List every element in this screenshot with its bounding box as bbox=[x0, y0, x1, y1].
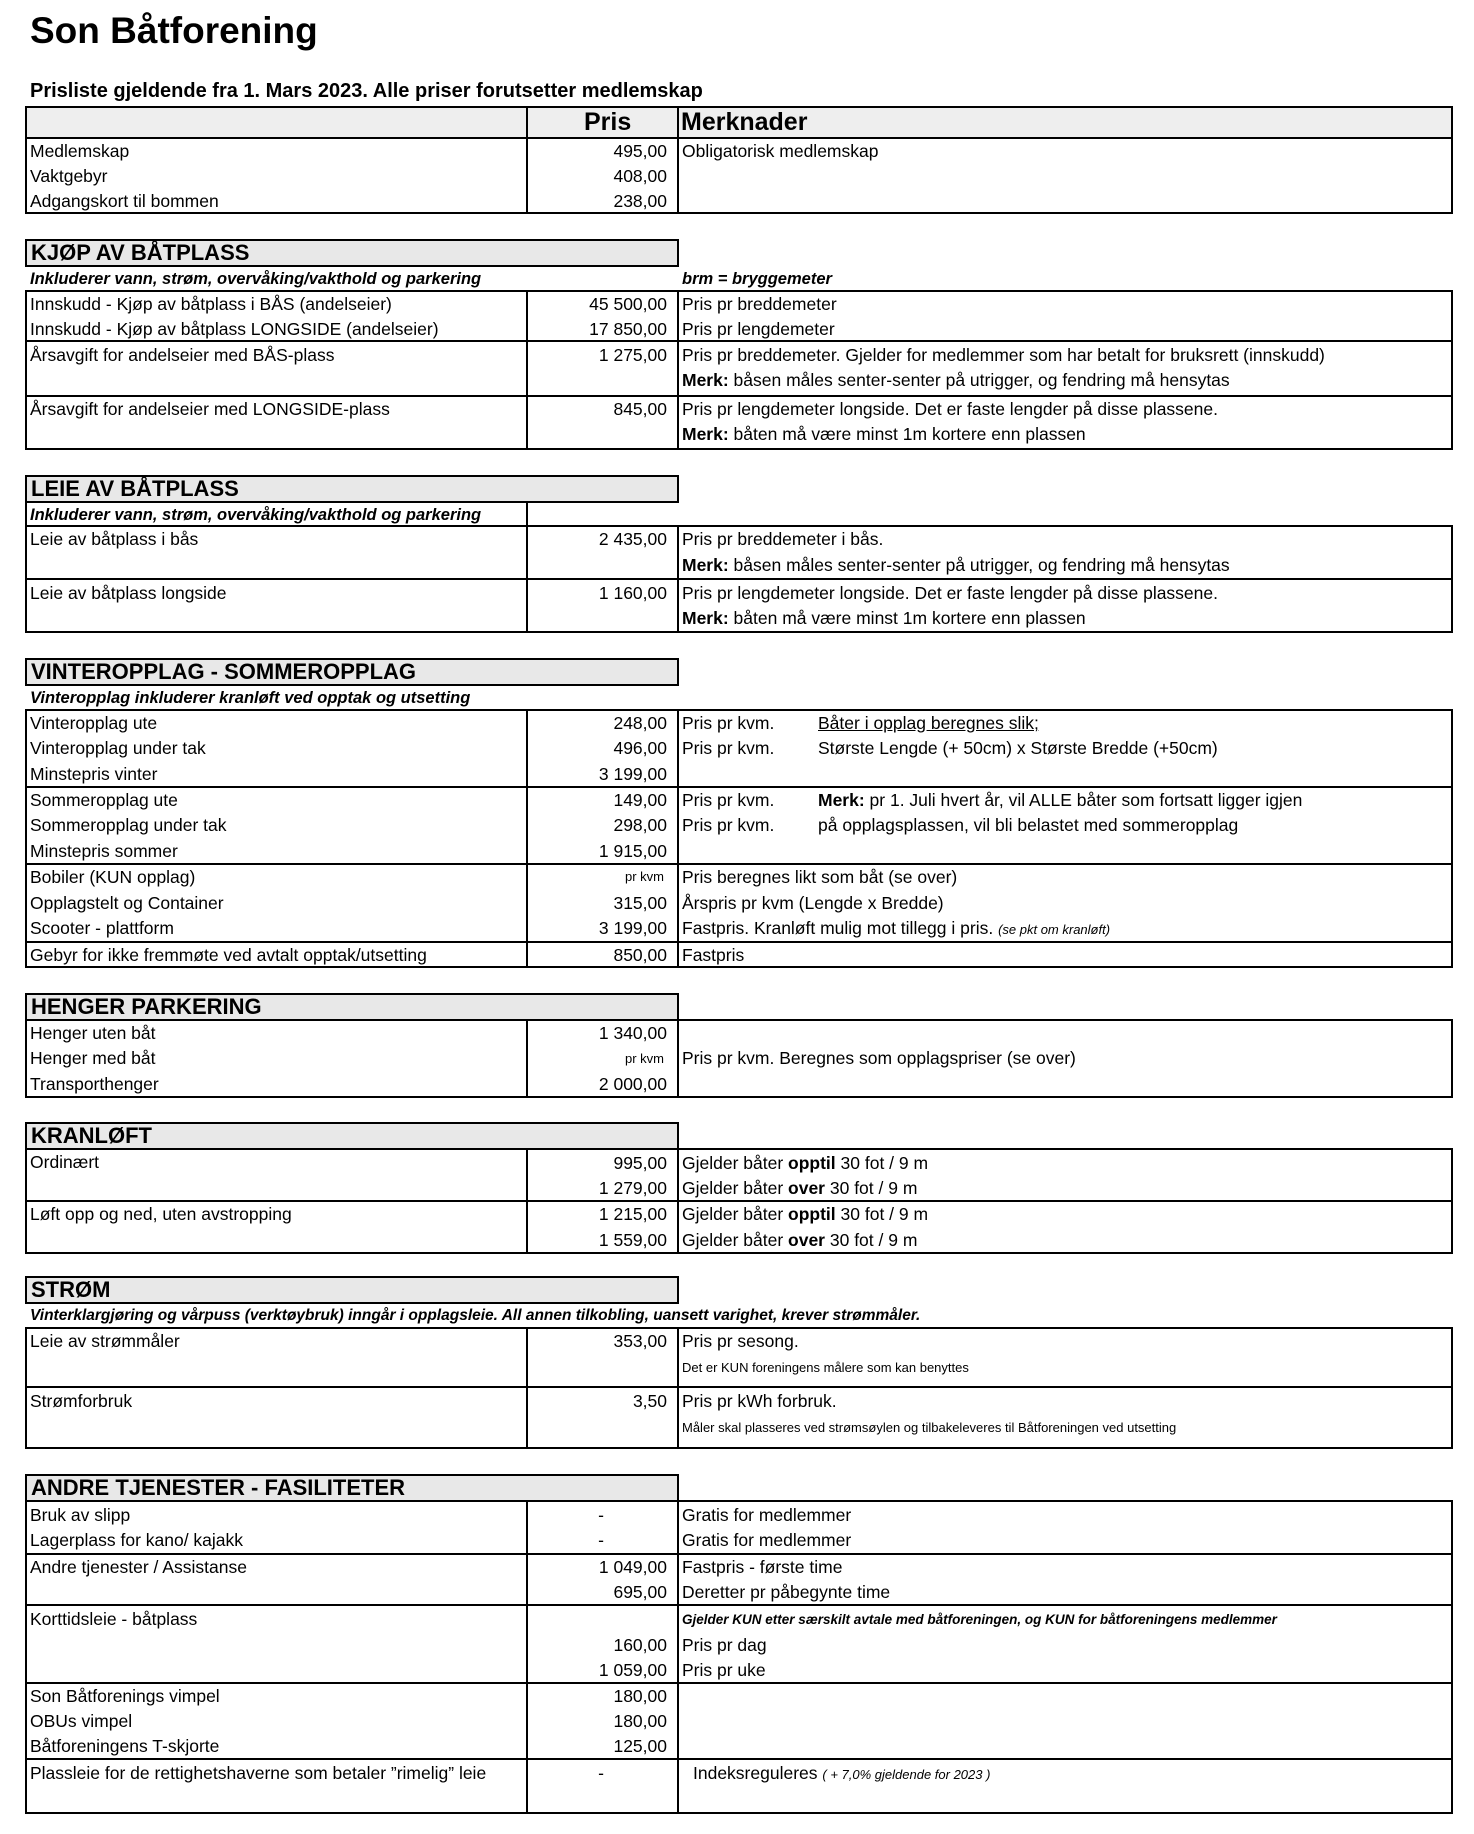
merk-text: båsen måles senter-senter på utrigger, og fendring må hensytas bbox=[728, 370, 1230, 390]
row-label: Leie av båtplass i bås bbox=[30, 529, 199, 549]
row-label: Henger med båt bbox=[30, 1048, 156, 1068]
row-price: 1 160,00 bbox=[598, 583, 667, 603]
row-note: Pris pr lengdemeter longside. Det er faste lengder på disse plassene. bbox=[682, 583, 1218, 603]
row-label: Vinteropplag under tak bbox=[30, 738, 206, 758]
row-price: 2 435,00 bbox=[598, 529, 667, 549]
note-pre: Gjelder båter bbox=[682, 1204, 789, 1224]
row-price: - bbox=[598, 1505, 604, 1525]
row-label: Strømforbruk bbox=[30, 1391, 133, 1411]
merk-text: båten må være minst 1m kortere enn plassen bbox=[728, 424, 1086, 444]
row-price: - bbox=[598, 1530, 604, 1550]
merk-label: Merk: bbox=[682, 608, 729, 628]
divider bbox=[25, 1604, 1453, 1606]
section-title-leie: LEIE AV BÅTPLASS bbox=[25, 475, 679, 503]
row-note: Pris beregnes likt som båt (se over) bbox=[682, 867, 958, 887]
row-price: 125,00 bbox=[613, 1736, 667, 1756]
row-price: 495,00 bbox=[613, 141, 667, 161]
divider bbox=[25, 1386, 1453, 1388]
row-note bbox=[693, 1762, 990, 1786]
row-price: 149,00 bbox=[613, 790, 667, 810]
row-note bbox=[682, 917, 1110, 941]
section-subtitle: Inkluderer vann, strøm, overvåking/vakthold og parkering bbox=[30, 270, 482, 288]
row-note: Pris pr breddemeter i bås. bbox=[682, 529, 884, 549]
row-note: Pris pr uke bbox=[682, 1660, 766, 1680]
row-price: 995,00 bbox=[613, 1153, 667, 1173]
row-merk bbox=[682, 554, 1230, 576]
row-label: Henger uten båt bbox=[30, 1023, 156, 1043]
row-price: 845,00 bbox=[613, 399, 667, 419]
row-label: Andre tjenester / Assistanse bbox=[30, 1557, 247, 1577]
divider bbox=[25, 137, 1453, 139]
row-note-small: Måler skal plasseres ved strømsøylen og tilbakeleveres til Båtforeningen ved utsetting bbox=[682, 1420, 1177, 1435]
row-note: Pris pr kvm. bbox=[682, 713, 775, 733]
row-label: Leie av båtplass longside bbox=[30, 583, 227, 603]
row-price: 248,00 bbox=[613, 713, 667, 733]
divider bbox=[25, 340, 1453, 342]
row-note: Pris pr kvm. Beregnes som opplagspriser (se over) bbox=[682, 1048, 1076, 1068]
row-note: Fastpris - første time bbox=[682, 1557, 843, 1577]
divider bbox=[677, 106, 679, 214]
divider bbox=[677, 709, 679, 968]
row-label: Minstepris vinter bbox=[30, 764, 158, 784]
row-note: Årspris pr kvm (Lengde x Bredde) bbox=[682, 893, 944, 913]
divider bbox=[677, 1500, 1453, 1502]
row-label: Vinteropplag ute bbox=[30, 713, 158, 733]
divider bbox=[25, 1758, 1453, 1760]
row-note-small: Det er KUN foreningens målere som kan benyttes bbox=[682, 1360, 969, 1375]
row-note-text: Indeksreguleres bbox=[693, 1763, 818, 1783]
row-label: Plassleie for de rettighetshaverne som betaler ”rimelig” leie bbox=[30, 1763, 487, 1783]
row-price: 1 340,00 bbox=[598, 1023, 667, 1043]
row-note: Deretter pr påbegynte time bbox=[682, 1582, 891, 1602]
row-label: Korttidsleie - båtplass bbox=[30, 1609, 198, 1629]
divider bbox=[25, 395, 1453, 397]
divider bbox=[677, 1327, 679, 1449]
divider bbox=[677, 1019, 1453, 1021]
merk-label: Merk: bbox=[818, 790, 865, 810]
row-note bbox=[682, 1152, 928, 1174]
note-bold: opptil bbox=[788, 1204, 836, 1224]
row-label: Vaktgebyr bbox=[30, 166, 108, 186]
row-note: Gratis for medlemmer bbox=[682, 1505, 852, 1525]
merk-text: båten må være minst 1m kortere enn plassen bbox=[728, 608, 1086, 628]
row-price: 695,00 bbox=[613, 1582, 667, 1602]
row-price: 1 279,00 bbox=[598, 1178, 667, 1198]
row-merk bbox=[682, 423, 1086, 445]
row-note bbox=[682, 1203, 928, 1225]
row-label: Adgangskort til bommen bbox=[30, 191, 219, 211]
row-note: Pris pr kvm. bbox=[682, 815, 775, 835]
divider bbox=[25, 578, 1453, 580]
divider bbox=[25, 941, 1453, 943]
row-label: Innskudd - Kjøp av båtplass LONGSIDE (andelseier) bbox=[30, 319, 439, 339]
note-post: 30 fot / 9 m bbox=[825, 1178, 918, 1198]
row-price: 17 850,00 bbox=[589, 319, 667, 339]
section-title-kran: KRANLØFT bbox=[25, 1122, 679, 1150]
row-price: 2 000,00 bbox=[598, 1074, 667, 1094]
row-price: 408,00 bbox=[613, 166, 667, 186]
row-note: Pris pr lengdemeter bbox=[682, 319, 835, 339]
row-label: Ordinært bbox=[30, 1152, 100, 1172]
row-price: 850,00 bbox=[613, 945, 667, 965]
divider bbox=[677, 290, 679, 450]
row-price: 238,00 bbox=[613, 191, 667, 211]
row-label: Båtforeningens T-skjorte bbox=[30, 1736, 220, 1756]
row-note: Pris pr breddemeter bbox=[682, 294, 837, 314]
row-price: 180,00 bbox=[613, 1711, 667, 1731]
row-price: 353,00 bbox=[613, 1331, 667, 1351]
row-label: Transporthenger bbox=[30, 1074, 159, 1094]
notes-column-header: Merknader bbox=[681, 108, 808, 136]
row-note-detail: Båter i opplag beregnes slik; bbox=[818, 713, 1039, 733]
row-label: Bruk av slipp bbox=[30, 1505, 131, 1525]
divider bbox=[526, 1327, 528, 1449]
row-price: 1 915,00 bbox=[598, 841, 667, 861]
divider bbox=[526, 290, 528, 450]
row-note bbox=[682, 1229, 917, 1251]
row-note: Pris pr kvm. bbox=[682, 790, 775, 810]
section-title-strom: STRØM bbox=[25, 1276, 679, 1304]
divider bbox=[25, 863, 1453, 865]
row-label: Løft opp og ned, uten avstropping bbox=[30, 1204, 292, 1224]
divider bbox=[526, 1500, 528, 1814]
merk-label: Merk: bbox=[682, 370, 729, 390]
divider bbox=[526, 1148, 528, 1254]
row-price: 3 199,00 bbox=[598, 764, 667, 784]
row-price: 315,00 bbox=[613, 893, 667, 913]
divider bbox=[677, 1148, 679, 1254]
divider bbox=[25, 1682, 1453, 1684]
row-label: Sommeropplag under tak bbox=[30, 815, 227, 835]
note-bold: over bbox=[788, 1178, 825, 1198]
divider bbox=[25, 786, 1453, 788]
note-bold: opptil bbox=[788, 1153, 836, 1173]
row-price: 3 199,00 bbox=[598, 918, 667, 938]
divider bbox=[677, 1148, 1453, 1150]
price-column-header: Pris bbox=[584, 108, 632, 136]
row-note: Gjelder KUN etter særskilt avtale med båtforeningen, og KUN for båtforeningens medlemmer bbox=[682, 1612, 1277, 1627]
note-post: 30 fot / 9 m bbox=[835, 1153, 929, 1173]
row-label: Minstepris sommer bbox=[30, 841, 178, 861]
row-note-small: (se pkt om kranløft) bbox=[998, 922, 1111, 937]
divider bbox=[526, 709, 528, 968]
merk-label: Merk: bbox=[682, 424, 729, 444]
section-title-andre: ANDRE TJENESTER - FASILITETER bbox=[25, 1474, 679, 1502]
row-price: 1 049,00 bbox=[598, 1557, 667, 1577]
section-subtitle: Vinteropplag inkluderer kranløft ved opptak og utsetting bbox=[30, 689, 471, 707]
row-label: Scooter - plattform bbox=[30, 918, 174, 938]
row-label: Årsavgift for andelseier med BÅS-plass bbox=[30, 345, 335, 365]
row-label: Årsavgift for andelseier med LONGSIDE-plass bbox=[30, 399, 390, 419]
section-subtitle: Vinterklargjøring og vårpuss (verktøybruk) inngår i opplagsleie. All annen tilkobling, uansett varighet, krever strømmåler. bbox=[30, 1307, 921, 1324]
divider bbox=[25, 1200, 1453, 1202]
section-subtitle: Inkluderer vann, strøm, overvåking/vakthold og parkering bbox=[30, 506, 482, 524]
section-subtitle-note: brm = bryggemeter bbox=[682, 270, 832, 288]
note-pre: Gjelder båter bbox=[682, 1153, 789, 1173]
section-title-vinter: VINTEROPPLAG - SOMMEROPPLAG bbox=[25, 658, 679, 686]
section-title-henger: HENGER PARKERING bbox=[25, 993, 679, 1021]
note-post: 30 fot / 9 m bbox=[825, 1230, 918, 1250]
divider bbox=[677, 1500, 679, 1814]
row-price: - bbox=[598, 1763, 604, 1783]
row-note: Pris pr breddemeter. Gjelder for medlemmer som har betalt for bruksrett (innskudd) bbox=[682, 345, 1325, 365]
section-title-kjop: KJØP AV BÅTPLASS bbox=[25, 239, 679, 267]
note-pre: Gjelder båter bbox=[682, 1230, 789, 1250]
row-price: 1 059,00 bbox=[598, 1660, 667, 1680]
row-note: Pris pr kvm. bbox=[682, 738, 775, 758]
row-label: Medlemskap bbox=[30, 141, 130, 161]
row-merk bbox=[682, 369, 1230, 391]
row-price: 160,00 bbox=[613, 1635, 667, 1655]
row-price: 298,00 bbox=[613, 815, 667, 835]
divider bbox=[526, 501, 528, 633]
divider bbox=[25, 1553, 1453, 1555]
row-label: Bobiler (KUN opplag) bbox=[30, 867, 196, 887]
row-price: pr kvm bbox=[625, 1051, 664, 1066]
row-note: Pris pr lengdemeter longside. Det er faste lengder på disse plassene. bbox=[682, 399, 1218, 419]
merk-label: Merk: bbox=[682, 555, 729, 575]
row-label: Lagerplass for kano/ kajakk bbox=[30, 1530, 244, 1550]
row-price: 3,50 bbox=[632, 1391, 667, 1411]
row-note: Obligatorisk medlemskap bbox=[682, 141, 879, 161]
row-note-small: ( + 7,0% gjeldende for 2023 ) bbox=[822, 1767, 991, 1782]
row-note: Fastpris bbox=[682, 945, 745, 965]
row-price: 1 275,00 bbox=[598, 345, 667, 365]
divider bbox=[526, 1019, 528, 1098]
note-post: 30 fot / 9 m bbox=[835, 1204, 929, 1224]
row-label: Son Båtforenings vimpel bbox=[30, 1686, 220, 1706]
row-merk bbox=[818, 789, 1302, 811]
merk-text: pr 1. Juli hvert år, vil ALLE båter som fortsatt ligger igjen bbox=[864, 790, 1303, 810]
row-note-detail: på opplagsplassen, vil bli belastet med sommeropplag bbox=[818, 815, 1239, 835]
document-subtitle: Prisliste gjeldende fra 1. Mars 2023. Alle priser forutsetter medlemskap bbox=[30, 80, 703, 102]
row-label: Innskudd - Kjøp av båtplass i BÅS (andelseier) bbox=[30, 294, 392, 314]
row-price: 180,00 bbox=[613, 1686, 667, 1706]
row-note: Pris pr dag bbox=[682, 1635, 767, 1655]
note-bold: over bbox=[788, 1230, 825, 1250]
row-note: Pris pr sesong. bbox=[682, 1331, 799, 1351]
row-note bbox=[682, 1177, 917, 1199]
row-price: 45 500,00 bbox=[589, 294, 667, 314]
row-label: Sommeropplag ute bbox=[30, 790, 178, 810]
row-price: 1 559,00 bbox=[598, 1230, 667, 1250]
note-pre: Gjelder båter bbox=[682, 1178, 789, 1198]
row-note: Pris pr kWh forbruk. bbox=[682, 1391, 837, 1411]
merk-text: båsen måles senter-senter på utrigger, og fendring må hensytas bbox=[728, 555, 1230, 575]
row-note-detail: Største Lengde (+ 50cm) x Største Bredde (+50cm) bbox=[818, 738, 1218, 758]
row-label: Gebyr for ikke fremmøte ved avtalt opptak/utsetting bbox=[30, 945, 427, 965]
row-price: 496,00 bbox=[613, 738, 667, 758]
document-title: Son Båtforening bbox=[30, 10, 318, 51]
row-label: OBUs vimpel bbox=[30, 1711, 133, 1731]
row-merk bbox=[682, 607, 1086, 629]
divider bbox=[526, 106, 528, 214]
row-note-text: Fastpris. Kranløft mulig mot tillegg i pris. bbox=[682, 918, 994, 938]
divider bbox=[677, 1019, 679, 1098]
row-label: Opplagstelt og Container bbox=[30, 893, 224, 913]
leie-subtitle-box bbox=[25, 501, 528, 527]
row-price: 1 215,00 bbox=[598, 1204, 667, 1224]
row-price: pr kvm bbox=[625, 869, 664, 884]
row-note: Gratis for medlemmer bbox=[682, 1530, 852, 1550]
row-label: Leie av strømmåler bbox=[30, 1331, 180, 1351]
